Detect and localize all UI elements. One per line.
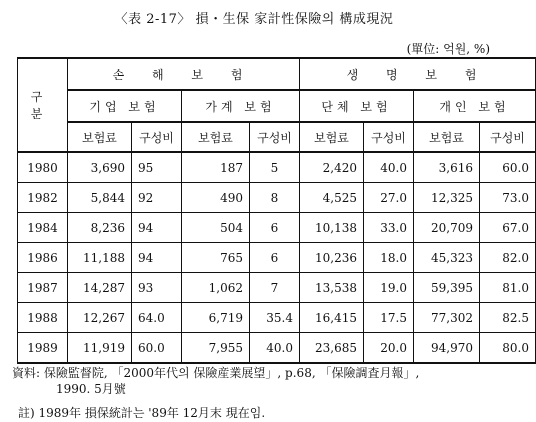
value-cell: 12,325 bbox=[414, 183, 480, 213]
value-cell: 16,415 bbox=[300, 303, 364, 333]
value-cell: 73.0 bbox=[480, 183, 536, 213]
value-cell: 1,062 bbox=[182, 273, 250, 303]
value-cell: 10,138 bbox=[300, 213, 364, 243]
value-cell: 20.0 bbox=[364, 333, 414, 364]
value-cell: 27.0 bbox=[364, 183, 414, 213]
value-cell: 81.0 bbox=[480, 273, 536, 303]
value-cell: 60.0 bbox=[132, 333, 182, 364]
value-cell: 60.0 bbox=[480, 152, 536, 183]
value-cell: 12,267 bbox=[68, 303, 132, 333]
year-cell: 1989 bbox=[18, 333, 68, 364]
value-cell: 94,970 bbox=[414, 333, 480, 364]
value-cell: 80.0 bbox=[480, 333, 536, 364]
value-cell: 40.0 bbox=[364, 152, 414, 183]
value-cell: 20,709 bbox=[414, 213, 480, 243]
value-cell: 59,395 bbox=[414, 273, 480, 303]
value-cell: 82.5 bbox=[480, 303, 536, 333]
header-nonlife: 손 해 보 험 bbox=[68, 58, 300, 90]
header-gubun: 구 분 bbox=[18, 58, 68, 152]
value-cell: 45,323 bbox=[414, 243, 480, 273]
value-cell: 6 bbox=[250, 213, 300, 243]
value-cell: 6,719 bbox=[182, 303, 250, 333]
year-cell: 1986 bbox=[18, 243, 68, 273]
table-title: 〈表 2-17〉 損・生保 家計性保險의 構成現況 bbox=[114, 12, 394, 27]
value-cell: 19.0 bbox=[364, 273, 414, 303]
value-cell: 40.0 bbox=[250, 333, 300, 364]
value-cell: 3,616 bbox=[414, 152, 480, 183]
source-line: 1990. 5月號 bbox=[56, 382, 126, 396]
value-cell: 3,690 bbox=[68, 152, 132, 183]
value-cell: 82.0 bbox=[480, 243, 536, 273]
year-cell: 1987 bbox=[18, 273, 68, 303]
insurance-table bbox=[17, 57, 536, 364]
table-row bbox=[18, 183, 536, 213]
unit-label: (單位: 억원, %) bbox=[406, 42, 490, 56]
header-household: 가계 보험 bbox=[182, 90, 300, 122]
value-cell: 4,525 bbox=[300, 183, 364, 213]
footnote: 註) 1989年 損保統計는 '89年 12月末 現在임. bbox=[18, 406, 266, 420]
value-cell: 11,919 bbox=[68, 333, 132, 364]
value-cell: 94 bbox=[132, 243, 182, 273]
value-cell: 765 bbox=[182, 243, 250, 273]
value-cell: 8 bbox=[250, 183, 300, 213]
year-cell: 1982 bbox=[18, 183, 68, 213]
value-cell: 490 bbox=[182, 183, 250, 213]
table-row bbox=[18, 273, 536, 303]
table-row bbox=[18, 243, 536, 273]
value-cell: 23,685 bbox=[300, 333, 364, 364]
value-cell: 18.0 bbox=[364, 243, 414, 273]
header-group: 단체 보험 bbox=[300, 90, 414, 122]
value-cell: 77,302 bbox=[414, 303, 480, 333]
value-cell: 187 bbox=[182, 152, 250, 183]
value-cell: 33.0 bbox=[364, 213, 414, 243]
value-cell: 17.5 bbox=[364, 303, 414, 333]
value-cell: 7,955 bbox=[182, 333, 250, 364]
header-ratio: 구성비 bbox=[480, 122, 536, 152]
header-ratio: 구성비 bbox=[132, 122, 182, 152]
value-cell: 7 bbox=[250, 273, 300, 303]
value-cell: 93 bbox=[132, 273, 182, 303]
value-cell: 11,188 bbox=[68, 243, 132, 273]
year-cell: 1980 bbox=[18, 152, 68, 183]
header-corporate: 기업 보험 bbox=[68, 90, 182, 122]
value-cell: 6 bbox=[250, 243, 300, 273]
header-premium: 보험료 bbox=[182, 122, 250, 152]
value-cell: 5,844 bbox=[68, 183, 132, 213]
header-premium: 보험료 bbox=[300, 122, 364, 152]
header-ratio: 구성비 bbox=[364, 122, 414, 152]
value-cell: 95 bbox=[132, 152, 182, 183]
header-ratio: 구성비 bbox=[250, 122, 300, 152]
value-cell: 67.0 bbox=[480, 213, 536, 243]
year-cell: 1984 bbox=[18, 213, 68, 243]
value-cell: 94 bbox=[132, 213, 182, 243]
value-cell: 5 bbox=[250, 152, 300, 183]
header-individual: 개인 보험 bbox=[414, 90, 536, 122]
value-cell: 504 bbox=[182, 213, 250, 243]
source-note bbox=[12, 365, 419, 397]
table-row bbox=[18, 303, 536, 333]
value-cell: 8,236 bbox=[68, 213, 132, 243]
value-cell: 14,287 bbox=[68, 273, 132, 303]
source-line: 資料: 保險監督院, 「2000年代의 保險産業展望」, p.68, 「保險調査月報」, bbox=[12, 366, 420, 380]
header-life: 생 명 보 험 bbox=[300, 58, 536, 90]
value-cell: 13,538 bbox=[300, 273, 364, 303]
table-row bbox=[18, 213, 536, 243]
header-premium: 보험료 bbox=[68, 122, 132, 152]
table-row bbox=[18, 152, 536, 183]
table-row bbox=[18, 333, 536, 364]
year-cell: 1988 bbox=[18, 303, 68, 333]
value-cell: 92 bbox=[132, 183, 182, 213]
value-cell: 10,236 bbox=[300, 243, 364, 273]
value-cell: 64.0 bbox=[132, 303, 182, 333]
value-cell: 2,420 bbox=[300, 152, 364, 183]
header-premium: 보험료 bbox=[414, 122, 480, 152]
value-cell: 35.4 bbox=[250, 303, 300, 333]
